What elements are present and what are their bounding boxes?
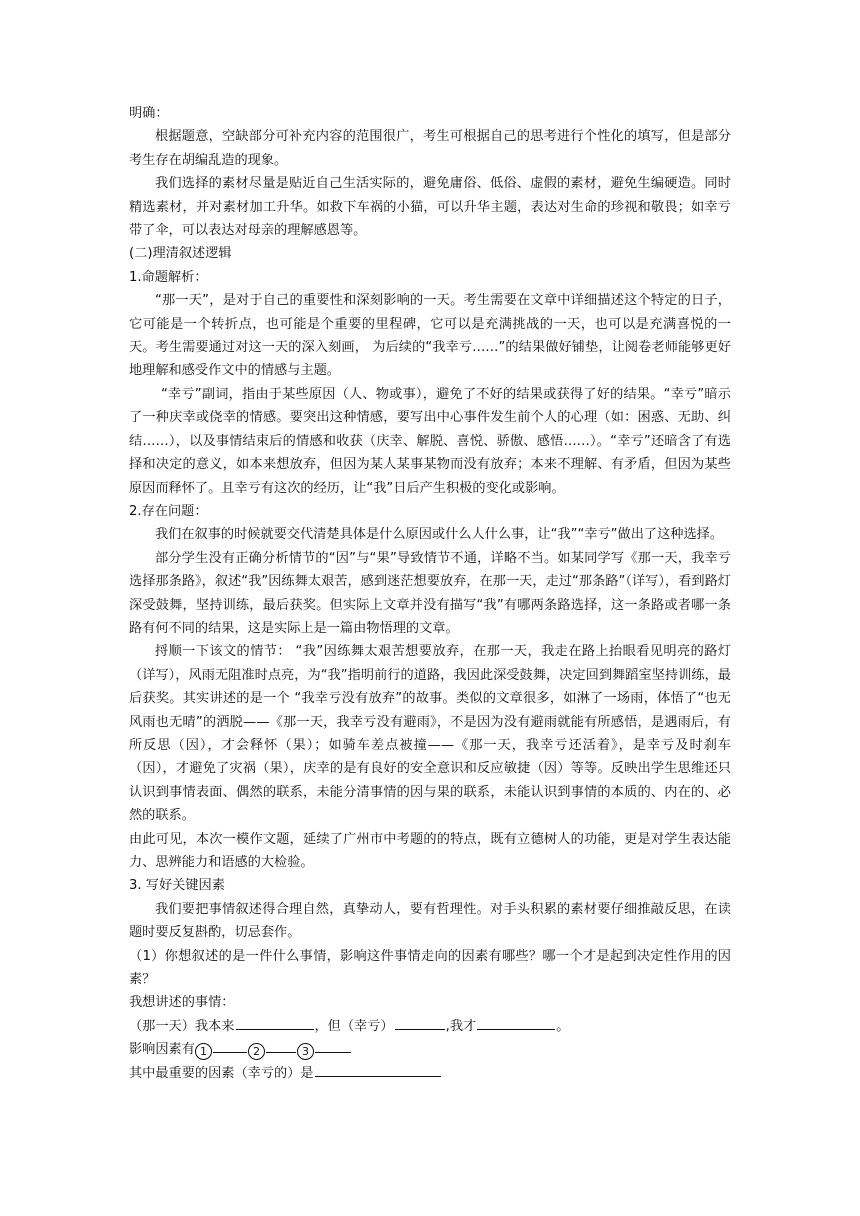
blank-5[interactable] bbox=[266, 1038, 296, 1053]
paragraph-4: “幸亏”副词，指由于某些原因（人、物或事），避免了不好的结果或获得了好的结果。“幸亏”暗示了一种庆幸或侥幸的情感。要突出这种情感，要写出中心事件发生前个人的心理（如：困惑、无助、纠结……），以及事情结束后的情感和收获（庆幸、解脱、喜悦、骄傲、感悟……）。“幸亏”还暗含了有选择和决定的意义，如本来想放弃，但因为某人某事某物而没有放弃；本来不理解、有矛盾，但因为某些原因而释怀了。且幸亏有这次的经历，让“我”日后产生积极的变化或影响。 bbox=[129, 386, 731, 496]
fill-line-3 bbox=[129, 1062, 731, 1085]
question-1: （1）你想叙述的是一件什么事情，影响这件事情走向的因素有哪些？哪一个才是起到决定性作用的因素？ bbox=[129, 948, 731, 988]
document-page bbox=[129, 102, 731, 1085]
fill1-text-d: 。 bbox=[556, 1018, 570, 1034]
circled-number-3: 3 bbox=[297, 1043, 314, 1060]
subheading-2: 2.存在问题： bbox=[129, 503, 208, 519]
fill2-text-a: 影响因素有 bbox=[129, 1042, 195, 1058]
paragraph-3: “那一天”，是对于自己的重要性和深刻影响的一天。考生需要在文章中详细描述这个特定的日子，它可能是一个转折点，也可能是个重要的里程碑，它可以是充满挑战的一天，也可以是充满喜悦的一天。考生需要通过对这一天的深入刻画， 为后续的“我幸亏……”的结果做好铺垫，让阅卷老师能够更好地理解和感受作文中的情感与主题。 bbox=[129, 293, 731, 379]
blank-3[interactable] bbox=[477, 1015, 555, 1030]
blank-7[interactable] bbox=[315, 1062, 441, 1077]
event-label: 我想讲述的事情： bbox=[129, 995, 235, 1011]
paragraph-9: 我们要把事情叙述得合理自然，真挚动人，要有哲理性。对手头积累的素材要仔细推敲反思，在读题时要反复斟酌，切忌套作。 bbox=[129, 901, 731, 941]
circled-number-2: 2 bbox=[248, 1043, 265, 1060]
subheading-1: 1.命题解析： bbox=[129, 269, 208, 285]
paragraph-2: 我们选择的素材尽量是贴近自己生活实际的，避免庸俗、低俗、虚假的素材，避免生编硬造。同时精选素材，并对素材加工升华。如救下车祸的小猫，可以升华主题，表达对生命的珍视和敬畏；如幸亏带了伞，可以表达对母亲的理解感恩等。 bbox=[129, 176, 731, 239]
paragraph-5: 我们在叙事的时候就要交代清楚具体是什么原因或什么人什么事，让“我”“幸亏”做出了这种选择。 bbox=[155, 527, 724, 543]
fill-line-2 bbox=[129, 1038, 731, 1061]
blank-6[interactable] bbox=[315, 1038, 351, 1053]
fill1-text-b: ，但（幸亏） bbox=[314, 1018, 394, 1034]
blank-4[interactable] bbox=[213, 1038, 247, 1053]
paragraph-6: 部分学生没有正确分析情节的“因”与“果”导致情节不通，详略不当。如某同学写《那一天，我幸亏选择那条路》，叙述“我”因练舞太艰苦，感到迷茫想要放弃，在那一天，走过“那条路”（详写），看到路灯深受鼓舞，坚持训练，最后获奖。但实际上文章并没有描写“我”有哪两条路选择，这一条路或者哪一条路有何不同的结果，这是实际上是一篇由物悟理的文章。 bbox=[129, 550, 731, 636]
fill1-text-a: （那一天）我本来 bbox=[129, 1018, 235, 1034]
fill3-text-a: 其中最重要的因素（幸亏的）是 bbox=[129, 1065, 314, 1081]
paragraph-7: 捋顺一下该文的情节： “我”因练舞太艰苦想要放弃，在那一天，我走在路上抬眼看见明亮的路灯（详写），风雨无阻准时点亮，为“我”指明前行的道路，我因此深受鼓舞，决定回到舞蹈室坚持训练，最后获奖。其实讲述的是一个 “我幸亏没有放弃”的故事。类似的文章很多，如淋了一场雨，体悟了“也无风雨也无晴”的洒脱——《那一天，我幸亏没有避雨》，不是因为没有避雨就能有所感悟，是遇雨后，有所反思（因），才会释怀（果）；如骑车差点被撞——《那一天，我幸亏还活着》，是幸亏及时刹车（因），才避免了灾祸（果），庆幸的是有良好的安全意识和反应敏捷（因）等等。反映出学生思维还只认识到事情表面、偶然的联系，未能分清事情的因与果的联系，未能认识到事情的本质的、内在的、必然的联系。 bbox=[129, 644, 731, 824]
blank-2[interactable] bbox=[395, 1015, 445, 1030]
section-heading-2: (二)理清叙述逻辑 bbox=[129, 246, 232, 262]
paragraph-1: 根据题意，空缺部分可补充内容的范围很广，考生可根据自己的思考进行个性化的填写，但是部分考生存在胡编乱造的现象。 bbox=[129, 129, 731, 168]
fill-line-1 bbox=[129, 1015, 731, 1038]
circled-number-1: 1 bbox=[195, 1043, 212, 1060]
blank-1[interactable] bbox=[236, 1015, 314, 1030]
fill1-text-c: ,我才 bbox=[445, 1018, 477, 1034]
subheading-3: 3. 写好关键因素 bbox=[129, 878, 225, 894]
paragraph-8: 由此可见，本次一模作文题，延续了广州市中考题的的特点，既有立德树人的功能，更是对学生表达能力、思辨能力和语感的大检验。 bbox=[129, 831, 731, 870]
label-mingque: 明确： bbox=[129, 106, 169, 121]
